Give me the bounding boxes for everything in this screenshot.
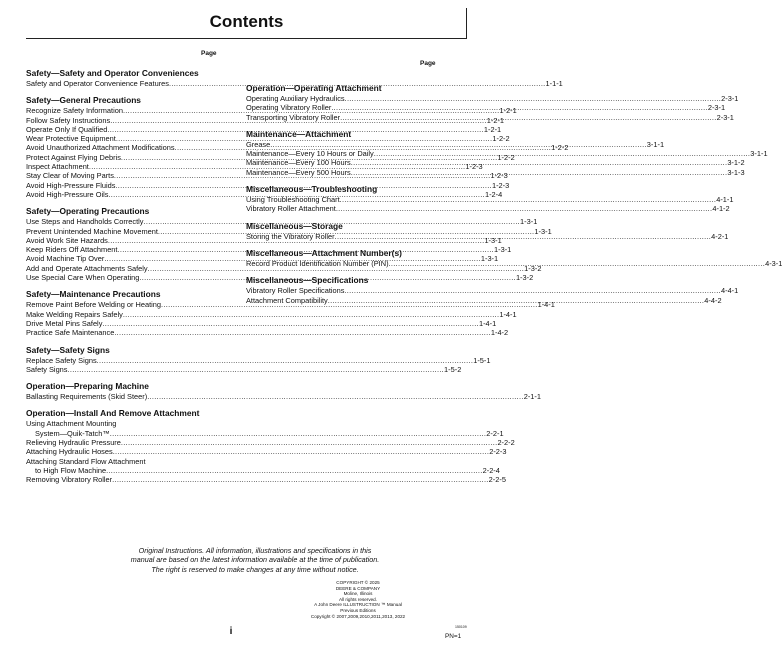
toc-entry-title: Vibratory Roller Attachment — [246, 204, 336, 214]
toc-entry-title: Avoid High-Pressure Oils — [26, 189, 109, 199]
toc-entry-page: 4-1-1 — [716, 195, 734, 205]
toc-entry-title: Grease — [246, 139, 271, 149]
toc-entry-page: 1-5-2 — [444, 364, 462, 374]
toc-entry-title: Wear Protective Equipment — [26, 134, 116, 144]
toc-entry[interactable] — [26, 355, 491, 365]
leader-dots — [351, 158, 728, 167]
toc-entry-title: Safety and Operator Convenience Features — [26, 79, 169, 88]
toc-entry-title: Ballasting Requirements (Skid Steer) — [26, 392, 148, 402]
leader-dots — [102, 319, 479, 328]
leader-dots — [340, 113, 717, 122]
toc-entry[interactable] — [26, 318, 497, 328]
toc-entry-page: 1-2-2 — [497, 152, 515, 162]
toc-entry-page: 3-1-2 — [727, 158, 745, 168]
toc-entry-page: 4-2-1 — [711, 231, 729, 241]
toc-entry-title: Using Troubleshooting Chart — [246, 195, 340, 205]
toc-entry-page: 1-4-2 — [490, 328, 509, 338]
toc-entry-page: 2-2-3 — [489, 447, 507, 457]
toc-entry-title: Remove Paint Before Welding or Heating — [26, 300, 162, 310]
toc-entry-page: 2-2-5 — [488, 475, 506, 485]
toc-entry-page: 2-2-1 — [486, 428, 504, 438]
toc-entry-title: Removing Vibratory Roller — [26, 475, 113, 485]
toc-entry-title: Using Attachment Mounting — [26, 419, 117, 429]
toc-entry-page: 1-2-1 — [483, 124, 502, 134]
toc-entry-page: 1-3-2 — [515, 273, 534, 283]
page-column-label-left: Page — [201, 50, 217, 57]
toc-entry[interactable] — [26, 475, 506, 485]
toc-entry[interactable] — [246, 94, 739, 103]
toc-entry-page: 4-4-1 — [721, 286, 739, 296]
section-title: Maintenance—Attachment — [246, 128, 352, 139]
header-vertical-rule — [466, 8, 467, 38]
toc-entry-page: 1-3-1 — [480, 254, 499, 264]
leader-dots — [68, 365, 445, 374]
copyright-line: Copyright © 2007,2009,2010,2011,2013, 2022 — [310, 613, 406, 619]
toc-entry-page: 1-2-2 — [492, 134, 510, 144]
original-instructions-note — [60, 546, 450, 574]
toc-entry-title: Make Welding Repairs Safely — [26, 309, 123, 319]
toc-entry-title: Use Steps and Handholds Correctly — [26, 217, 144, 227]
toc-entry-title: Avoid Unauthorized Attachment Modifications — [26, 143, 175, 153]
toc-entry-title: Transporting Vibratory Roller — [246, 112, 341, 122]
section-title: Operation—Preparing Machine — [26, 381, 149, 392]
toc-entry[interactable] — [246, 204, 730, 214]
section-title: Safety—Safety Signs — [26, 344, 110, 355]
toc-entry-page: 2-3-1 — [707, 103, 726, 113]
leader-dots — [340, 195, 717, 204]
toc-entry-page: 3-1-3 — [727, 167, 745, 177]
toc-entry[interactable] — [26, 428, 504, 438]
toc-entry[interactable] — [26, 419, 244, 428]
toc-entry-title: Recognize Safety Information — [26, 106, 123, 116]
toc-entry-page: 4-3-1 — [765, 258, 782, 268]
toc-entry-title: Drive Metal Pins Safely — [26, 318, 103, 328]
toc-entry[interactable] — [26, 438, 515, 448]
copyright-line: A John Deere ILLUSTRUCTION ™ Manual — [314, 602, 402, 608]
toc-entry-title: Protect Against Flying Debris — [26, 152, 121, 162]
toc-entry-title: Maintenance—Every 500 Hours — [246, 167, 351, 177]
toc-entry-title: Replace Safety Signs — [26, 355, 97, 365]
toc-entry-title: to High Flow Machine — [35, 465, 107, 475]
section-title: Miscellaneous—Troubleshooting — [246, 184, 378, 195]
toc-entry-title: Keep Riders Off Attachment — [26, 245, 118, 255]
toc-entry-title: Practice Safe Maintenance — [26, 328, 115, 338]
toc-entry-page: 4-1-2 — [712, 204, 730, 214]
leader-dots — [110, 429, 487, 438]
toc-entry-title: Attaching Standard Flow Attachment — [26, 456, 146, 466]
section-title: Operation—Operating Attachment — [246, 83, 382, 93]
copyright-line: All rights reserved. — [338, 596, 378, 602]
toc-entry-page: 4-4-2 — [704, 295, 722, 305]
leader-dots — [147, 392, 524, 401]
copyright-line: Moline, Illinois — [343, 591, 373, 597]
leader-dots — [114, 328, 491, 337]
footer-note-line: manual are based on the latest information available at the time of publication. — [130, 555, 380, 565]
toc-entry-title: Attachment Compatibility — [246, 295, 328, 305]
toc-entry-page: 1-3-1 — [534, 226, 552, 236]
section-title: Safety—General Precautions — [26, 95, 141, 106]
toc-entry-title: Relieving Hydraulic Pressure — [26, 438, 121, 448]
section-title: Operation—Install And Remove Attachment — [26, 408, 200, 419]
toc-entry-page: 1-3-2 — [524, 263, 542, 273]
toc-entry-page: 1-4-1 — [537, 300, 555, 310]
toc-entry-title: Maintenance—Every 100 Hours — [246, 158, 351, 168]
toc-entry-page: 2-1-1 — [523, 392, 541, 402]
toc-entry-title: Storing the Vibratory Roller — [246, 231, 335, 241]
leader-dots — [389, 259, 766, 268]
toc-entry-page: 3-1-1 — [750, 149, 768, 159]
leader-dots — [336, 204, 713, 213]
copyright-line: COPYRIGHT © 2025 — [336, 580, 380, 585]
document-code: 150109 — [455, 625, 467, 629]
toc-entry-page: 1-4-1 — [499, 309, 517, 319]
toc-entry[interactable] — [26, 309, 517, 319]
section-title: Safety—Operating Precautions — [26, 206, 150, 217]
section-title: Miscellaneous—Attachment Number(s) — [246, 247, 402, 258]
toc-entry-title: Vibratory Roller Specifications — [246, 286, 345, 296]
toc-entry-page: 1-2-3 — [465, 162, 483, 172]
toc-entry-page: 2-3-1 — [721, 94, 739, 103]
header-horizontal-rule — [26, 38, 467, 39]
toc-entry-page: 1-1-1 — [545, 79, 563, 88]
toc-entry-title: Follow Safety Instructions — [26, 115, 111, 125]
toc-entry-title: Record Product Identification Number (PIN) — [246, 258, 389, 268]
section-title: Miscellaneous—Specifications — [246, 275, 369, 286]
toc-entry-page: 1-3-1 — [484, 235, 502, 245]
toc-entry-page: 1-2-3 — [490, 171, 508, 181]
toc-entry-title: Operate Only If Qualified — [26, 124, 108, 134]
leader-dots — [113, 447, 490, 456]
toc-entry-page: 3-1-1 — [646, 139, 665, 149]
leader-dots — [112, 475, 489, 484]
page-number: i — [229, 626, 233, 637]
toc-entry-title: Attaching Hydraulic Hoses — [26, 447, 113, 457]
leader-dots — [97, 356, 474, 365]
toc-entry[interactable] — [26, 447, 507, 457]
toc-entry-title: Safety Signs — [26, 364, 68, 374]
leader-dots — [106, 466, 483, 475]
copyright-line: DEERE & COMPANY — [335, 585, 381, 591]
toc-entry-page: 2-3-1 — [716, 112, 734, 122]
section-title: Miscellaneous—Storage — [246, 220, 343, 231]
toc-section — [26, 381, 541, 402]
leader-dots — [331, 103, 708, 112]
leader-dots — [270, 140, 647, 149]
leader-dots — [344, 286, 721, 295]
copyright-block — [293, 580, 423, 619]
toc-entry-title: Stay Clear of Moving Parts — [26, 171, 114, 181]
leader-dots — [121, 438, 498, 447]
toc-entry-page: 2-2-4 — [482, 465, 500, 475]
toc-entry-title: Inspect Attachment — [26, 162, 89, 172]
toc-section — [26, 408, 515, 485]
toc-entry[interactable] — [26, 364, 462, 374]
leader-dots — [351, 168, 728, 177]
toc-entry-title: Operating Auxiliary Hydraulics — [246, 94, 345, 103]
toc-entry[interactable] — [26, 457, 244, 466]
page-title: Contents — [209, 12, 284, 31]
section-title: Safety—Maintenance Precautions — [26, 289, 161, 300]
toc-entry-title: Prevent Unintended Machine Movement — [26, 226, 158, 236]
leader-dots — [374, 149, 751, 158]
toc-entry-title: Avoid Machine Tip Over — [26, 254, 105, 264]
toc-entry-page: 1-3-1 — [494, 245, 512, 255]
footer-note-line: Original Instructions. All information, illustrations and specifications in this — [138, 546, 372, 555]
toc-entry-page: 1-4-1 — [478, 318, 497, 328]
toc-entry-title: Maintenance—Every 10 Hours or Daily — [246, 149, 374, 159]
toc-entry-title: Avoid High-Pressure Fluids — [26, 180, 116, 190]
page-column-label-right: Page — [420, 60, 436, 67]
section-title: Safety—Safety and Operator Conveniences — [26, 68, 199, 78]
toc-entry-title: System—Quik-Tatch™ — [35, 428, 110, 438]
leader-dots — [328, 296, 705, 305]
toc-entry-page: 1-2-1 — [486, 115, 505, 125]
toc-entry-page: 1-2-2 — [551, 143, 569, 153]
toc-entry-title: Avoid Work Site Hazards — [26, 235, 108, 245]
toc-entry-page: 1-5-1 — [473, 355, 491, 365]
toc-entry-page: 1-2-1 — [499, 106, 517, 116]
toc-entry-title: Operating Vibratory Roller — [246, 103, 332, 113]
toc-entry[interactable] — [246, 286, 739, 296]
leader-dots — [345, 94, 722, 103]
toc-entry[interactable] — [26, 392, 541, 402]
toc-entry-page: 2-2-2 — [497, 438, 515, 448]
toc-entry[interactable] — [26, 465, 500, 475]
copyright-line: Previous Editions — [340, 607, 376, 613]
toc-entry-title: Use Special Care When Operating — [26, 273, 140, 283]
toc-entry-page: 1-2-3 — [491, 180, 510, 190]
footer-note-line: The right is reserved to make changes at any time without notice. — [151, 564, 359, 574]
pn-label: PN=1 — [445, 633, 462, 640]
toc-entry-page: 1-2-4 — [484, 189, 503, 199]
toc-entry-title: Add and Operate Attachments Safely — [26, 263, 148, 273]
toc-entry-page: 1-3-1 — [520, 217, 538, 227]
leader-dots — [335, 232, 712, 241]
toc-entry[interactable] — [26, 328, 509, 338]
toc-section — [26, 344, 491, 375]
toc-entry[interactable] — [246, 195, 734, 205]
